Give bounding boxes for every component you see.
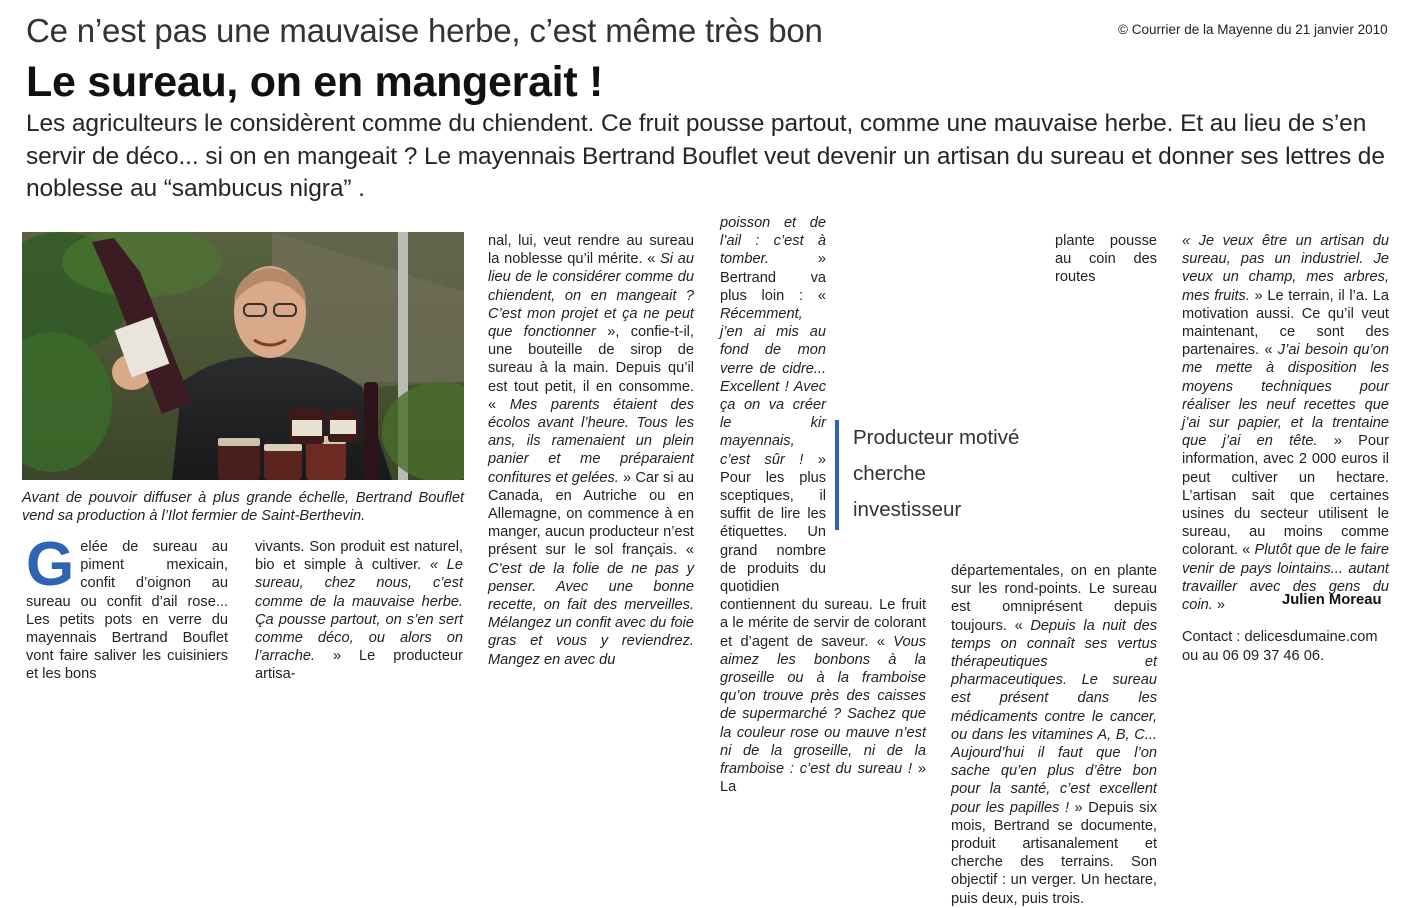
column-3-text-1: nal, lui, veut rendre au sureau la noblesse qu’il mérite. «	[488, 233, 694, 268]
article-column-6	[1182, 232, 1389, 614]
photo-illustration	[22, 232, 464, 480]
article-column-5	[951, 232, 1157, 908]
column-4-text-2: » Pour les plus sceptiques, il suffit de lire les étiquettes. Un grand nombre de produits du quotidien contiennent du sureau. Le fruit a le mérite de servir de colorant et d’agent de saveur. «	[720, 451, 926, 650]
article-lead: Les agriculteurs le considèrent comme du chiendent. Ce fruit pousse partout, comme une mauvaise herbe. Et au lieu de s’en servir de déco... si on en mangeait ? Le mayennais Bertrand Bouflet veut devenir un artisan du sureau et donner ses lettres de noblesse au “sambucus nigra” .	[26, 110, 1385, 202]
column-6-text-2: » Pour information, avec 2 000 euros il peut cultiver un hectare. L’artisan sait que certaines usines du secteur utilisent le sureau, au moins comme colorant. «	[1182, 433, 1389, 559]
column-4-text-3: » La	[720, 761, 926, 796]
column-4-text-1: » Bertrand va plus loin : «	[720, 251, 826, 304]
column-2-quote-1: « Le sureau, chez nous, c’est comme de la mauvaise herbe. Ça pousse partout, on s’en sert comme déco, ou alors on l’arrache.	[255, 557, 463, 665]
drop-cap: G	[26, 530, 75, 599]
column-4-quote-3: Vous aimez les bonbons à la groseille ou à la framboise qu’on trouve près des caisses de supermarché ? Sachez que la couleur rose ou mauve n’est ni de la groseille, ni de la framboise : c’est du sureau !	[720, 633, 926, 778]
source-credit: © Courrier de la Mayenne du 21 janvier 2010	[1118, 22, 1388, 37]
column-3-quote-3: C’est de la folie de ne pas y penser. Avec une bonne recette, on fait des merveilles. Mélangez un confit avec du foie gras et vous y reviendrez. Mangez en avec du	[488, 560, 694, 668]
author-signature: Julien Moreau	[1282, 592, 1382, 608]
column-6-quote-2: J’ai besoin qu’on me mette à disposition les moyens techniques pour réaliser les neuf recettes que j’ai sur papier, et la trentaine que j’ai en tête.	[1182, 342, 1389, 450]
column-3-quote-1: Si au lieu de le considérer comme du chiendent, on en mangeait ? C’est mon projet et ça ne peut que fonctionner	[488, 251, 694, 341]
column-6-quote-1: « Je veux être un artisan du sureau, pas un industriel. Je veux un champ, mes arbres, mes fruits.	[1182, 233, 1389, 304]
pull-quote-line-1: Producteur motivé	[853, 426, 1020, 449]
column-4-quote-1: poisson et de l’ail : c’est à tomber.	[720, 215, 826, 268]
column-5-text-1: plante pousse au coin des routes départementales, on en plante sur les rond-points. Le sureau est omniprésent depuis toujours. «	[951, 233, 1157, 634]
column-6-text-3: »	[1212, 597, 1225, 614]
column-6-text-1: » Le terrain, il l’a. La motivation aussi. Ce qu’il veut maintenant, ce sont des partenaires. «	[1182, 287, 1389, 359]
article-kicker: Ce n’est pas une mauvaise herbe, c’est même très bon	[26, 12, 823, 49]
column-6-quote-3: Plutôt que de le faire venir de pays lointains... autant travailler avec des gens du coin.	[1182, 542, 1389, 614]
article-column-1	[26, 530, 228, 684]
article-photo	[22, 232, 464, 480]
column-2-text-2: » Le producteur artisa-	[255, 648, 463, 683]
column-2-text-1: vivants. Son produit est naturel, bio et simple à cultiver.	[255, 539, 463, 574]
article-headline: Le sureau, on en mangerait !	[26, 58, 604, 106]
column-4-quote-2: Récemment, j’en ai mis au fond de mon verre de cidre... Excellent ! Avec ça on va créer le kir mayennais, c’est sûr !	[720, 306, 826, 468]
pull-quote-line-2: cherche	[853, 462, 926, 485]
column-1-text: elée de sureau au piment mexicain, confit d’oignon au sureau ou confit d’ail rose... Les petits pots en verre du mayennais Bertrand Bouflet vont faire saliver les cuisiniers et les bons	[26, 539, 228, 683]
contact-info: Contact : delicesdumaine.com ou au 06 09 37 46 06.	[1182, 629, 1378, 664]
pull-quote-line-3: investisseur	[853, 498, 962, 521]
column-3-quote-2: Mes parents étaient des écolos avant l’heure. Tous les ans, ils ramenaient un plein panier et me préparaient confitures et gelées.	[488, 396, 694, 486]
column-3-text-3: » Car si au Canada, en Autriche ou en Allemagne, on commence à en manger, aucun producteur n’est présent sur le sol français. «	[488, 469, 694, 559]
column-5-quote-1: Depuis la nuit des temps on connaît ses vertus thérapeutiques et pharmaceutiques. Le sureau est présent dans les médicaments contre le cancer, ou dans les vitamines A, B, C... Aujourd’hui il faut que l’on sache qu’en plus d’être bon pour la santé, c’est excellent pour les papilles !	[951, 617, 1157, 816]
article-column-2	[255, 538, 463, 684]
column-3-text-2: », confie-t-il, une bouteille de sirop de sureau à la main. Depuis qu’il est tout petit, il en consomme. «	[488, 324, 694, 413]
pull-quote	[835, 420, 1055, 530]
column-5-text-2: » Depuis six mois, Bertrand se documente, produit artisanalement et cherche des terrains. Son objectif : un verger. Un hectare, puis deux, puis trois.	[951, 799, 1157, 907]
article-column-3	[488, 232, 694, 669]
photo-caption: Avant de pouvoir diffuser à plus grande échelle, Bertrand Bouflet vend sa production à l’Ilot fermier de Saint-Berthevin.	[22, 490, 464, 524]
